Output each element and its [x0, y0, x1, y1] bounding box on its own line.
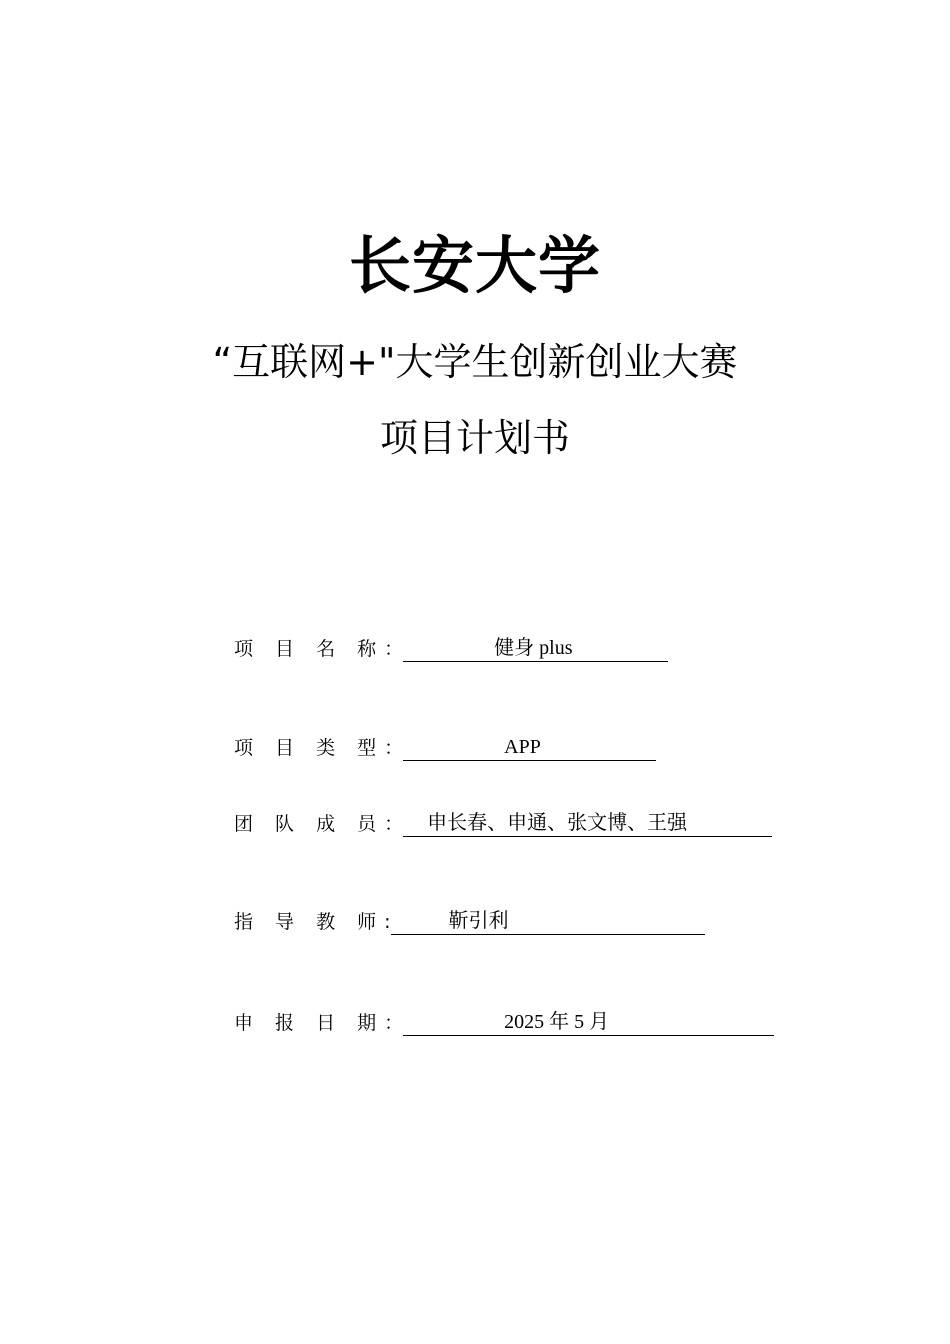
advisor-label: 指 导 教 师:	[234, 911, 391, 933]
apply-date-label: 申 报 日 期：	[234, 1012, 404, 1034]
team-members-value: 申长春、申通、张文博、王强	[403, 810, 772, 837]
contest-title: “互联网+"大学生创新创业大赛	[212, 340, 738, 384]
project-name-value: 健身 plus	[403, 635, 668, 662]
advisor-value: 靳引利	[391, 908, 705, 935]
project-type-value: APP	[403, 734, 656, 761]
apply-date-row	[234, 1006, 774, 1036]
document-title: 项目计划书	[379, 416, 570, 460]
apply-date-value: 2025 年 5 月	[403, 1009, 774, 1036]
project-type-label: 项 目 类 型：	[234, 737, 404, 759]
team-members-row	[234, 807, 772, 837]
project-name-row	[234, 632, 668, 662]
project-name-label: 项 目 名 称：	[234, 638, 404, 660]
project-type-row	[234, 731, 656, 761]
team-members-label: 团 队 成 员：	[234, 813, 404, 835]
advisor-row	[234, 905, 705, 935]
university-title: 长安大学	[348, 229, 601, 302]
